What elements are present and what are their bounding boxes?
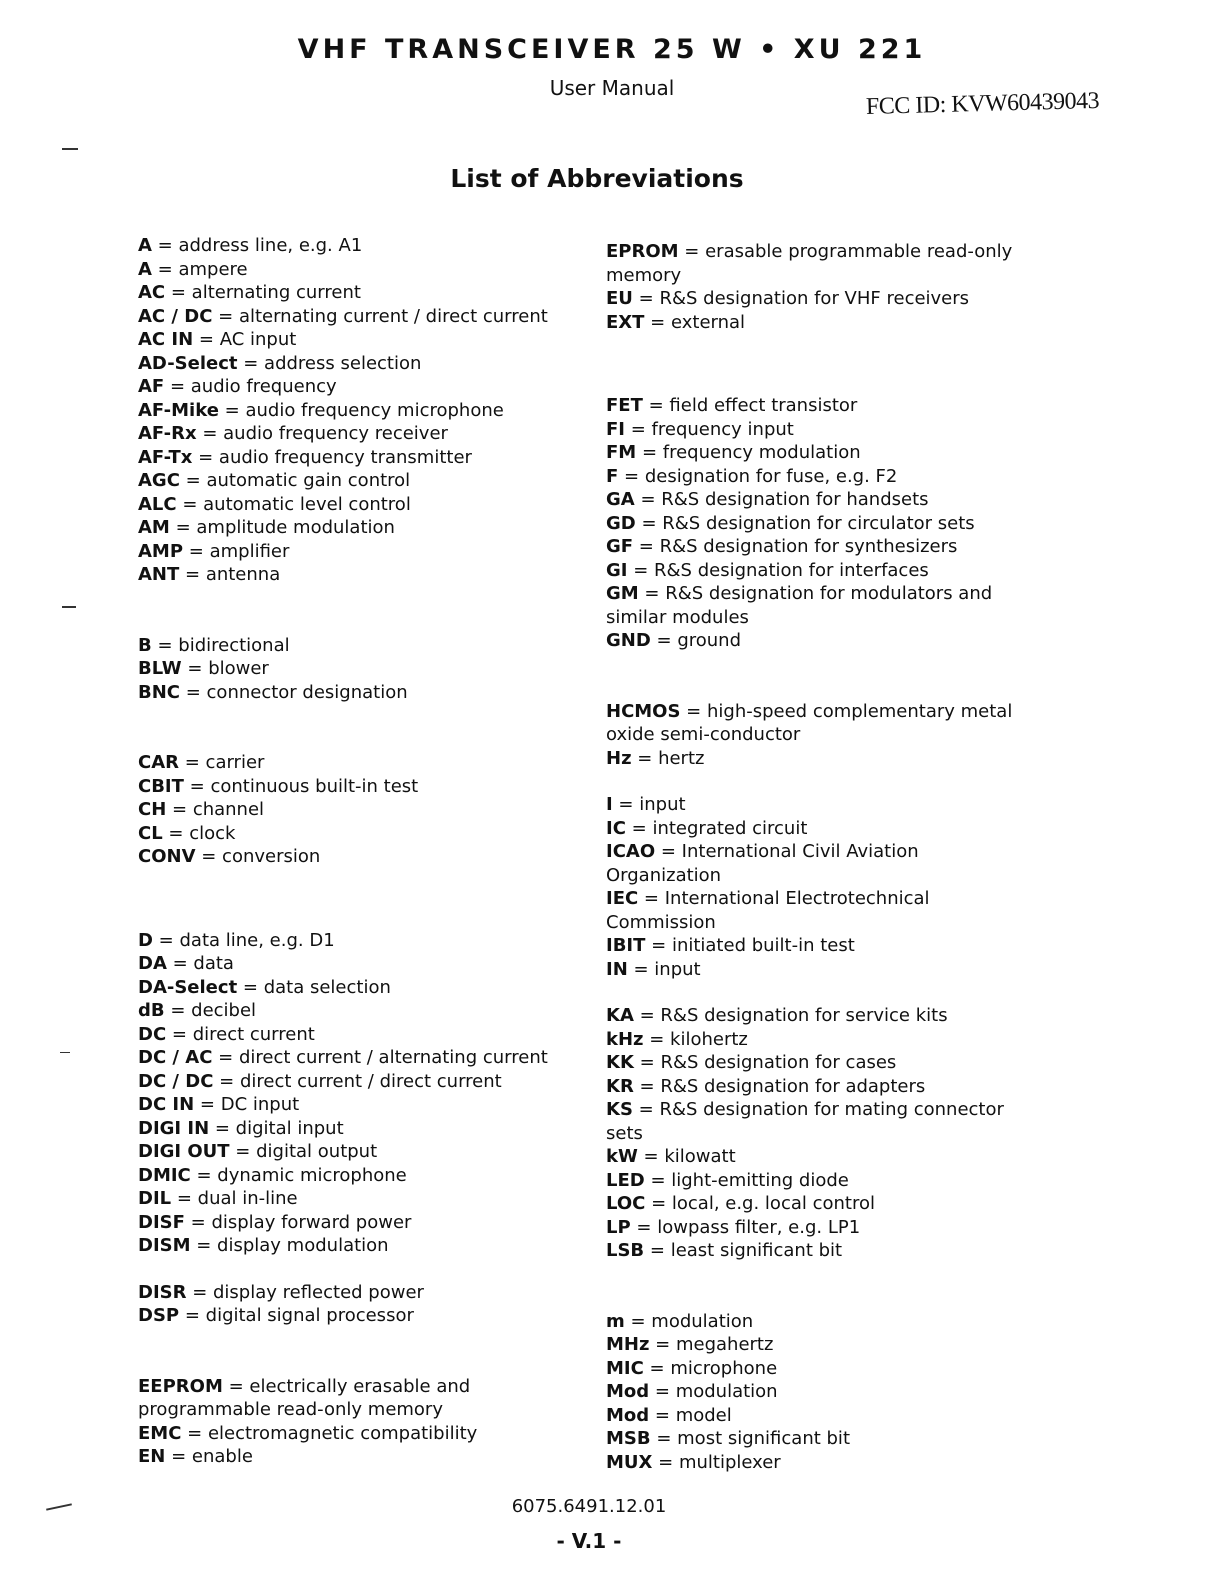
section-spacer	[138, 1258, 578, 1281]
abbreviation-entry: ANT = antenna	[138, 564, 281, 585]
abbreviation-entry: D = data line, e.g. D1	[138, 929, 335, 951]
abbreviation-entry: AMP = amplifier	[138, 540, 290, 562]
abbreviation-entry: EU = R&S designation for VHF receivers	[606, 288, 970, 309]
abbreviation-entry: MIC = microphone	[606, 1357, 778, 1379]
fcc-id-stamp: FCC ID: KVW60439043	[865, 87, 1100, 120]
abbreviation-entry: DC / DC = direct current / direct current	[138, 1070, 502, 1092]
section-spacer	[138, 704, 578, 751]
page-number: - V.1 -	[556, 1529, 622, 1553]
section-spacer	[606, 653, 1036, 700]
abbreviation-entry: HCMOS = high-speed complementary metal oxide semi-conductor	[606, 700, 1013, 745]
section-spacer	[138, 916, 578, 929]
abbreviation-entry: CBIT = continuous built-in test	[138, 775, 419, 797]
abbreviation-entry: MSB = most significant bit	[606, 1428, 850, 1449]
abbreviation-entry: AGC = automatic gain control	[138, 470, 411, 491]
section-spacer	[138, 869, 578, 916]
abbreviation-entry: CAR = carrier	[138, 752, 265, 773]
abbreviation-entry: DMIC = dynamic microphone	[138, 1164, 407, 1186]
abbreviation-entry: AC IN = AC input	[138, 329, 297, 350]
abbreviation-entry: Mod = modulation	[606, 1381, 778, 1402]
section-spacer	[606, 1263, 1036, 1310]
abbreviation-entry: kHz = kilohertz	[606, 1028, 748, 1050]
abbreviation-entry: AM = amplitude modulation	[138, 517, 395, 538]
abbreviation-entry: CONV = conversion	[138, 846, 321, 867]
abbreviation-entry: CL = clock	[138, 822, 236, 844]
abbreviation-entry: DC IN = DC input	[138, 1094, 300, 1115]
abbreviation-entry: Hz = hertz	[606, 747, 705, 769]
abbreviation-entry: KA = R&S designation for service kits	[606, 1005, 948, 1026]
abbreviation-entry: AF-Tx = audio frequency transmitter	[138, 446, 472, 468]
abbreviation-entry: MUX = multiplexer	[606, 1451, 781, 1473]
abbreviations-column-left	[138, 234, 578, 1469]
scan-mark	[62, 148, 78, 150]
abbreviation-entry: DISF = display forward power	[138, 1211, 412, 1233]
abbreviations-column-right	[606, 240, 1036, 1474]
abbreviation-entry: AC = alternating current	[138, 282, 361, 303]
abbreviation-entry: I = input	[606, 794, 686, 815]
abbreviation-entry: GND = ground	[606, 630, 741, 651]
section-spacer	[138, 587, 578, 634]
abbreviation-entry: CH = channel	[138, 799, 265, 820]
abbreviation-entry: DC = direct current	[138, 1023, 315, 1045]
abbreviation-entry: A = address line, e.g. A1	[138, 235, 363, 256]
abbreviation-entry: MHz = megahertz	[606, 1334, 774, 1355]
abbreviation-entry: FM = frequency modulation	[606, 442, 861, 463]
abbreviation-entry: BLW = blower	[138, 658, 269, 679]
abbreviation-entry: DIL = dual in-line	[138, 1188, 298, 1209]
abbreviation-entry: DISR = display reflected power	[138, 1281, 424, 1303]
abbreviation-entry: DSP = digital signal processor	[138, 1305, 414, 1326]
abbreviation-entry: DC / AC = direct current / alternating current	[138, 1047, 548, 1068]
abbreviation-entry: IBIT = initiated built-in test	[606, 935, 855, 956]
abbreviation-entry: kW = kilowatt	[606, 1146, 736, 1167]
abbreviation-entry: KR = R&S designation for adapters	[606, 1075, 926, 1097]
abbreviation-entry: A = ampere	[138, 258, 248, 280]
abbreviation-entry: KK = R&S designation for cases	[606, 1052, 897, 1073]
abbreviation-entry: EXT = external	[606, 311, 746, 333]
abbreviation-entry: FET = field effect transistor	[606, 395, 858, 416]
abbreviation-entry: EN = enable	[138, 1446, 253, 1467]
document-number: 6075.6491.12.01	[511, 1496, 667, 1517]
abbreviation-entry: BNC = connector designation	[138, 681, 408, 703]
abbreviation-entry: LP = lowpass filter, e.g. LP1	[606, 1216, 861, 1238]
abbreviation-entry: GF = R&S designation for synthesizers	[606, 536, 958, 557]
abbreviation-entry: DISM = display modulation	[138, 1235, 389, 1256]
abbreviation-entry: AF-Mike = audio frequency microphone	[138, 399, 504, 421]
abbreviation-entry: AC / DC = alternating current / direct current	[138, 305, 548, 327]
abbreviation-entry: AD-Select = address selection	[138, 352, 422, 374]
abbreviation-entry: DA-Select = data selection	[138, 976, 391, 998]
section-spacer	[606, 981, 1036, 1004]
scan-mark	[62, 606, 76, 608]
section-spacer	[606, 381, 1036, 394]
abbreviation-entry: DA = data	[138, 953, 234, 974]
abbreviation-entry: GM = R&S designation for modulators and similar modules	[606, 583, 993, 628]
section-spacer	[138, 1328, 578, 1375]
abbreviation-entry: IN = input	[606, 958, 701, 980]
abbreviation-entry: KS = R&S designation for mating connector sets	[606, 1099, 1004, 1144]
abbreviation-entry: Mod = model	[606, 1404, 732, 1426]
abbreviation-entry: m = modulation	[606, 1310, 754, 1332]
abbreviation-entry: IEC = International Electrotechnical Commission	[606, 888, 930, 933]
abbreviation-entry: ICAO = International Civil Aviation Organization	[606, 841, 919, 886]
section-spacer	[606, 334, 1036, 381]
abbreviation-entry: LOC = local, e.g. local control	[606, 1193, 875, 1214]
page-heading: List of Abbreviations	[450, 164, 744, 193]
abbreviation-entry: GI = R&S designation for interfaces	[606, 559, 929, 581]
abbreviation-entry: GD = R&S designation for circulator sets	[606, 512, 975, 534]
abbreviation-entry: DIGI IN = digital input	[138, 1117, 344, 1139]
abbreviation-entry: dB = decibel	[138, 1000, 257, 1021]
section-spacer	[606, 770, 1036, 793]
scan-mark	[60, 1052, 70, 1053]
abbreviation-entry: IC = integrated circuit	[606, 817, 808, 839]
abbreviation-entry: AF-Rx = audio frequency receiver	[138, 423, 448, 444]
abbreviation-entry: F = designation for fuse, e.g. F2	[606, 465, 898, 487]
abbreviation-entry: LED = light-emitting diode	[606, 1169, 849, 1191]
abbreviation-entry: ALC = automatic level control	[138, 493, 411, 515]
document-subtitle: User Manual	[549, 76, 675, 100]
abbreviation-entry: LSB = least significant bit	[606, 1240, 843, 1261]
abbreviation-entry: EPROM = erasable programmable read-only memory	[606, 241, 1013, 286]
document-title: VHF TRANSCEIVER 25 W • XU 221	[297, 34, 927, 65]
abbreviation-entry: GA = R&S designation for handsets	[606, 489, 929, 510]
abbreviation-entry: EEPROM = electrically erasable and programmable read-only memory	[138, 1375, 471, 1420]
abbreviation-entry: EMC = electromagnetic compatibility	[138, 1422, 478, 1444]
abbreviation-entry: DIGI OUT = digital output	[138, 1141, 378, 1162]
abbreviation-entry: FI = frequency input	[606, 418, 794, 440]
abbreviation-entry: B = bidirectional	[138, 634, 290, 656]
abbreviation-entry: AF = audio frequency	[138, 376, 337, 397]
